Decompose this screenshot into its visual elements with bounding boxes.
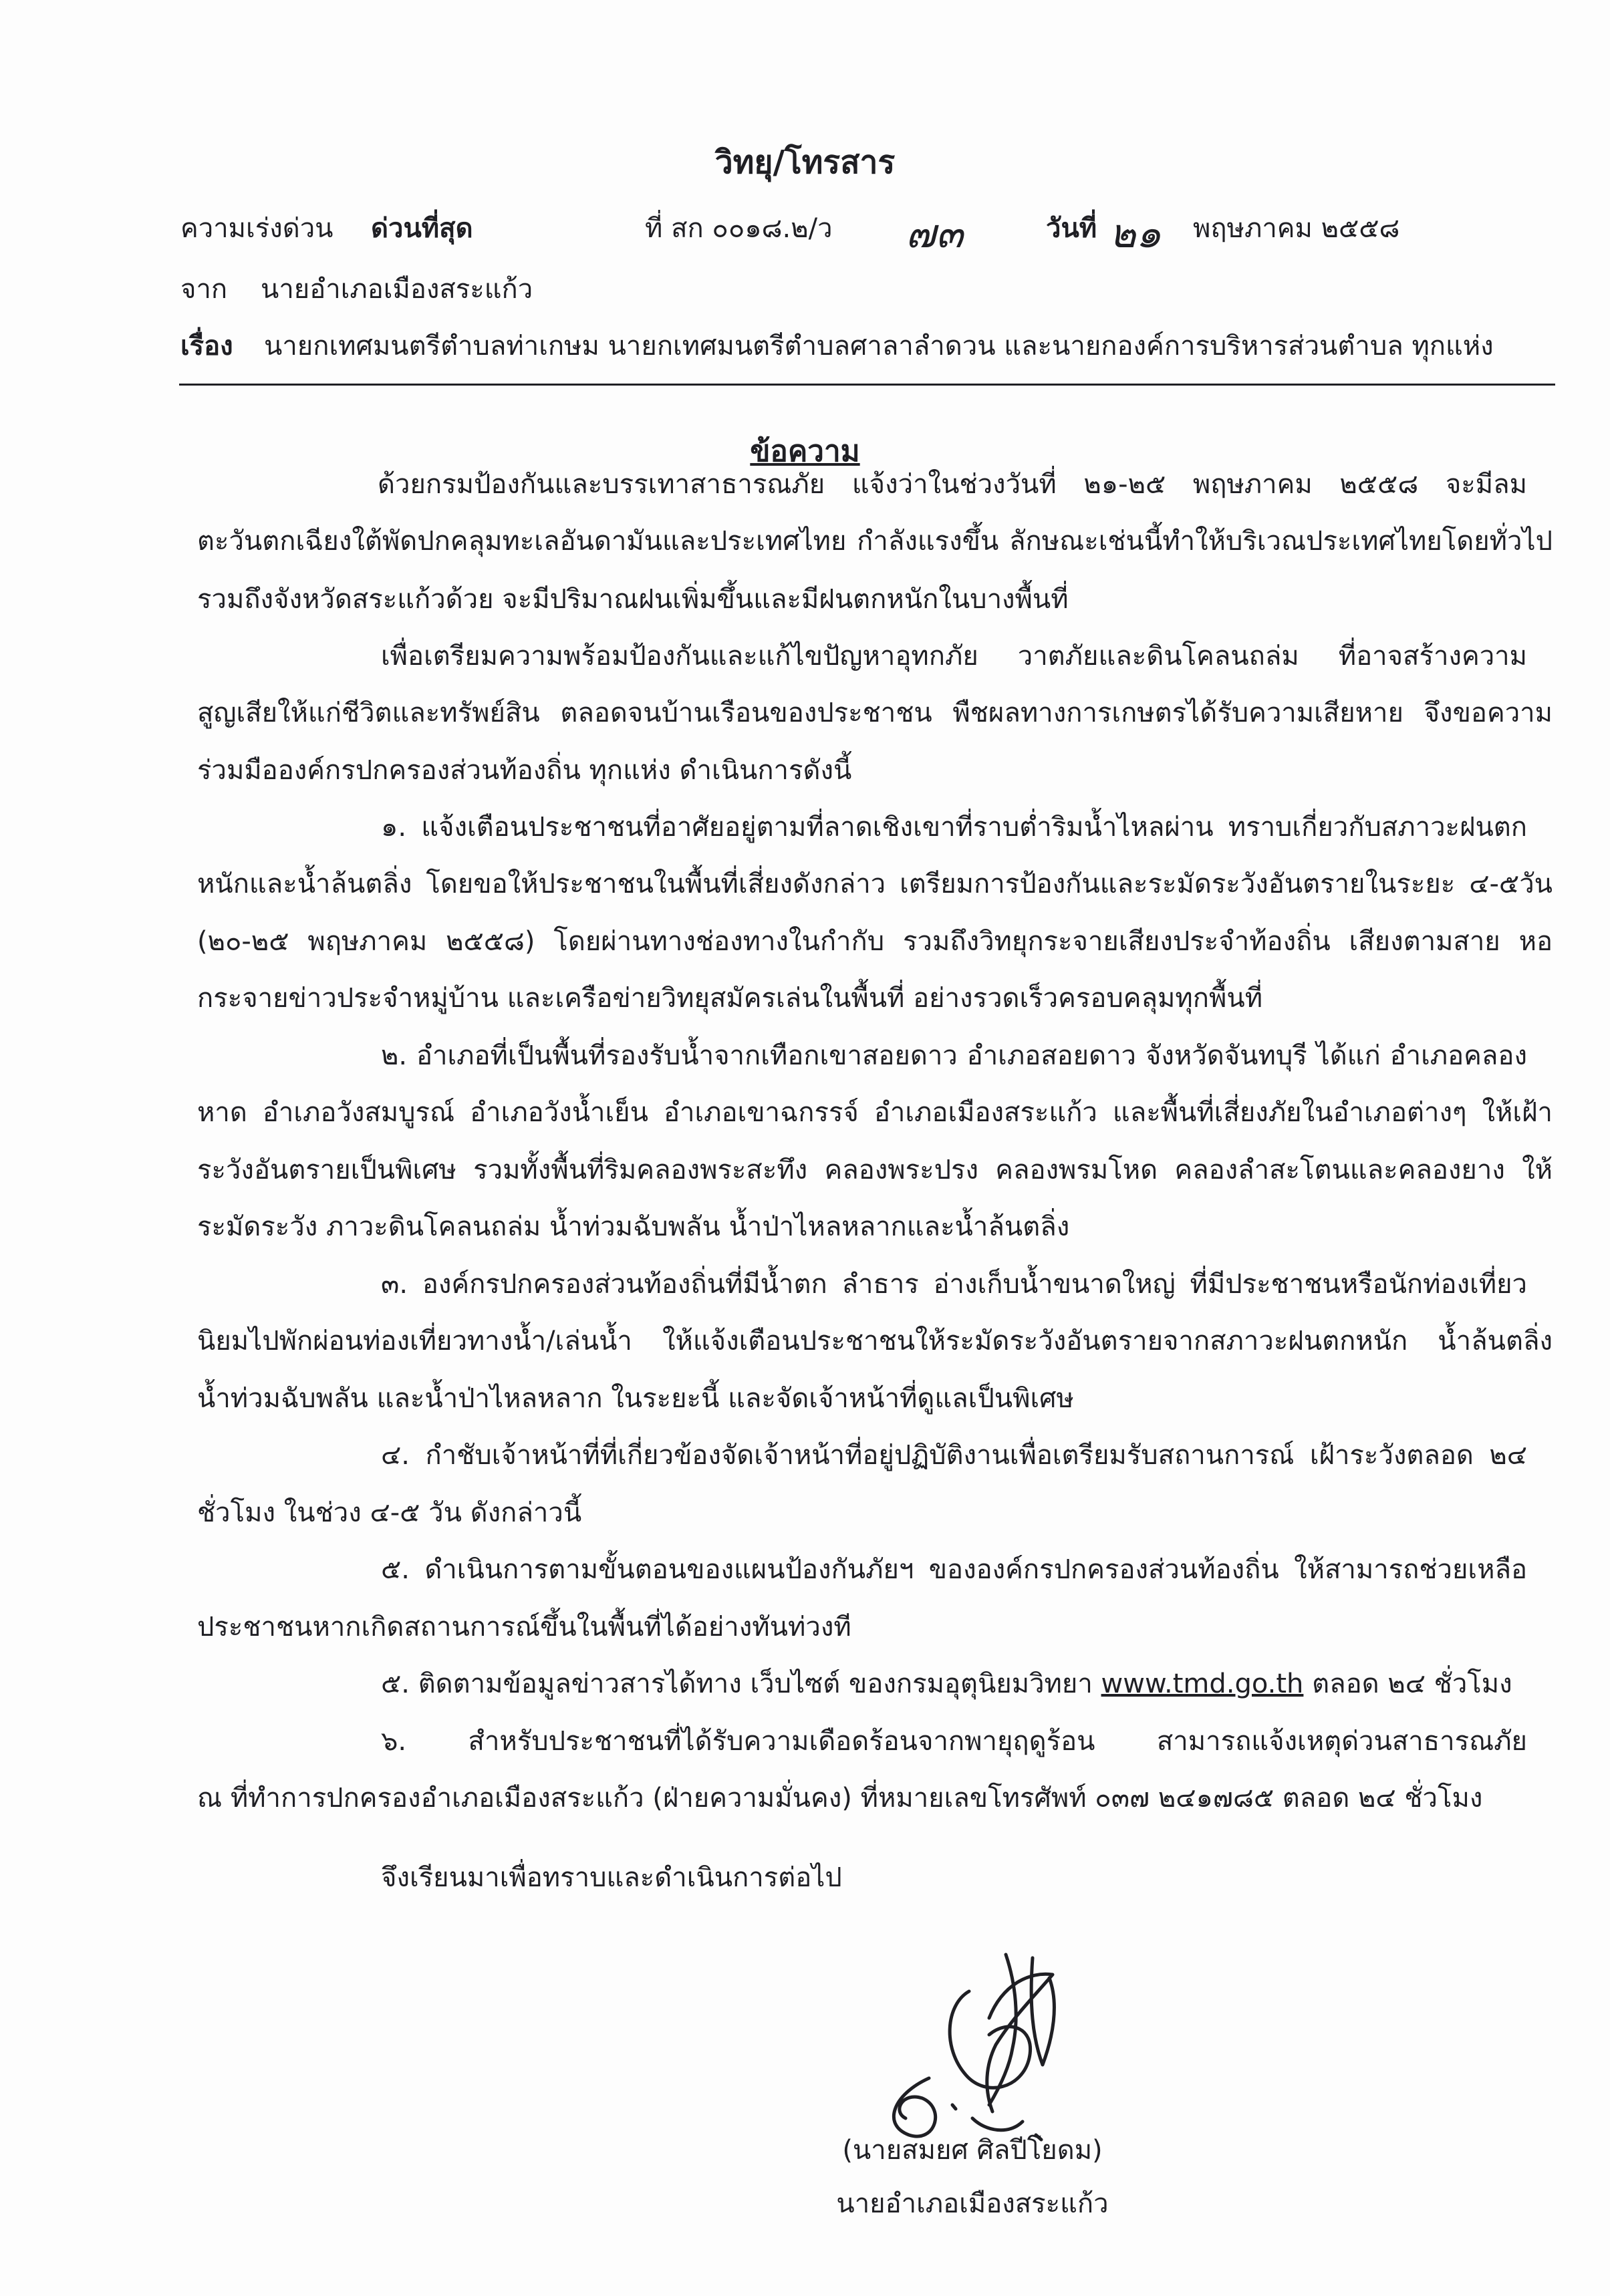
subject-value: นายกเทศมนตรีตำบลท่าเกษม นายกเทศมนตรีตำบลศาลาลำดวน และนายกองค์การบริหารส่วนตำบล ทุกแห่ง — [264, 331, 1494, 362]
item-6-line — [381, 1671, 1512, 1697]
paragraph-2-line-2: สูญเสียให้แก่ชีวิตและทรัพย์สิน ตลอดจนบ้านเรือนของประชาชน พืชผลทางการเกษตรได้รับความเสียหาย จึงขอความ — [197, 698, 1553, 728]
item-3-line-3: น้ำท่วมฉับพลัน และน้ำป่าไหลหลาก ในระยะนี้ และจัดเจ้าหน้าที่ดูแลเป็นพิเศษ — [197, 1383, 1074, 1414]
date-label: วันที่ — [1046, 213, 1097, 244]
item-3-line-1: ๓. องค์กรปกครองส่วนท้องถิ่นที่มีน้ำตก ลำธาร อ่างเก็บน้ำขนาดใหญ่ ที่มีประชาชนหรือนักท่องเที่ยว — [381, 1269, 1527, 1300]
item-4-line-1: ๔. กำชับเจ้าหน้าที่ที่เกี่ยวข้องจัดเจ้าหน้าที่อยู่ปฏิบัติงานเพื่อเตรียมรับสถานการณ์ เฝ้าระวังตลอด ๒๔ — [381, 1440, 1527, 1471]
paragraph-1-line-1: ด้วยกรมป้องกันและบรรเทาสาธารณภัย แจ้งว่าในช่วงวันที่ ๒๑-๒๕ พฤษภาคม ๒๕๕๘ จะมีลม — [378, 469, 1527, 500]
date-month-year: พฤษภาคม ๒๕๕๘ — [1193, 213, 1400, 244]
paragraph-2-line-1: เพื่อเตรียมความพร้อมป้องกันและแก้ไขปัญหาอุทกภัย วาตภัยและดินโคลนถล่ม ที่อาจสร้างความ — [381, 641, 1527, 672]
item-4-line-2: ชั่วโมง ในช่วง ๔-๕ วัน ดังกล่าวนี้ — [197, 1497, 582, 1528]
urgency-label: ความเร่งด่วน — [180, 213, 333, 244]
item-7-line-2: ณ ที่ทำการปกครองอำเภอเมืองสระแก้ว (ฝ่ายความมั่นคง) ที่หมายเลขโทรศัพท์ ๐๓๗ ๒๔๑๗๘๕ ตลอด ๒๔ ชั่วโมง — [197, 1783, 1483, 1814]
paragraph-2-line-3: ร่วมมือองค์กรปกครองส่วนท้องถิ่น ทุกแห่ง ดำเนินการดังนี้ — [197, 755, 852, 786]
from-label: จาก — [180, 274, 228, 305]
signature-drawing — [829, 1904, 1109, 2152]
urgency-value: ด่วนที่สุด — [371, 213, 473, 244]
item-6-suffix: ตลอด ๒๔ ชั่วโมง — [1312, 1669, 1512, 1699]
item-5-line-2: ประชาชนหากเกิดสถานการณ์ขึ้นในพื้นที่ได้อย่างทันท่วงที — [197, 1612, 851, 1642]
item-1-line-1: ๑. แจ้งเตือนประชาชนที่อาศัยอยู่ตามที่ลาดเชิงเขาที่ราบต่ำริมน้ำไหลผ่าน ทราบเกี่ยวกับสภาวะฝนตก — [381, 812, 1527, 843]
item-1-line-2: หนักและน้ำล้นตลิ่ง โดยขอให้ประชาชนในพื้นที่เสี่ยงดังกล่าว เตรียมการป้องกันและระมัดระวังอันตรายในระยะ ๔-๕วัน — [197, 869, 1553, 899]
subject-label: เรื่อง — [180, 331, 233, 362]
paragraph-1-line-3: รวมถึงจังหวัดสระแก้วด้วย จะมีปริมาณฝนเพิ่มขึ้นและมีฝนตกหนักในบางพื้นที่ — [197, 584, 1069, 615]
item-2-line-4: ระมัดระวัง ภาวะดินโคลนถล่ม น้ำท่วมฉับพลัน น้ำป่าไหลหลากและน้ำล้นตลิ่ง — [197, 1211, 1070, 1242]
signatory-position: นายอำเภอเมืองสระแก้ว — [836, 2188, 1109, 2219]
item-2-line-1: ๒. อำเภอที่เป็นพื้นที่รองรับน้ำจากเทือกเขาสอยดาว อำเภอสอยดาว จังหวัดจันทบุรี ได้แก่ อำเภอคลอง — [381, 1040, 1527, 1071]
item-6-prefix: ๕. ติดตามข้อมูลข่าวสารได้ทาง เว็บไซต์ ของกรมอุตุนิยมวิทยา — [381, 1669, 1093, 1699]
item-1-line-3: (๒๐-๒๕ พฤษภาคม ๒๕๕๘) โดยผ่านทางช่องทางในกำกับ รวมถึงวิทยุกระจายเสียงประจำท้องถิ่น เสียงตามสาย หอ — [197, 926, 1553, 957]
document-title: วิทยุ/โทรสาร — [714, 144, 896, 181]
from-value: นายอำเภอเมืองสระแก้ว — [261, 274, 533, 305]
paragraph-1-line-2: ตะวันตกเฉียงใต้พัดปกคลุมทะเลอันดามันและประเทศไทย กำลังแรงขึ้น ลักษณะเช่นนี้ทำให้บริเวณประเทศไทยโดยทั่วไป — [197, 526, 1553, 557]
closing-line: จึงเรียนมาเพื่อทราบและดำเนินการต่อไป — [381, 1862, 842, 1893]
item-2-line-3: ระวังอันตรายเป็นพิเศษ รวมทั้งพื้นที่ริมคลองพระสะทึง คลองพระปรง คลองพรมโหด คลองลำสะโตนและคลองยาง ให้ — [197, 1155, 1553, 1185]
handwritten-signature — [829, 1904, 1109, 2152]
item-3-line-2: นิยมไปพักผ่อนท่องเที่ยวทางน้ำ/เล่นน้ำ ให้แจ้งเตือนประชาชนให้ระมัดระวังอันตรายจากสภาวะฝนตกหนัก น้ำล้นตลิ่ง — [197, 1326, 1553, 1356]
reference-number-handwritten: ๗๓ — [906, 210, 964, 257]
reference-label: ที่ สก ๐๐๑๘.๒/ว — [645, 213, 833, 244]
header-divider — [179, 384, 1555, 386]
item-7-line-1: ๖. สำหรับประชาชนที่ได้รับความเดือดร้อนจากพายุฤดูร้อน สามารถแจ้งเหตุด่วนสาธารณภัย — [381, 1726, 1527, 1757]
message-heading: ข้อความ — [750, 434, 860, 468]
item-1-line-4: กระจายข่าวประจำหมู่บ้าน และเครือข่ายวิทยุสมัครเล่นในพื้นที่ อย่างรวดเร็วครอบคลุมทุกพื้นที่ — [197, 983, 1263, 1014]
item-2-line-2: หาด อำเภอวังสมบูรณ์ อำเภอวังน้ำเย็น อำเภอเขาฉกรรจ์ อำเภอเมืองสระแก้ว และพื้นที่เสี่ยงภัยในอำเภอต่างๆ ให้เฝ้า — [197, 1097, 1553, 1128]
item-5-line-1: ๕. ดำเนินการตามขั้นตอนของแผนป้องกันภัยฯ ขององค์กรปกครองส่วนท้องถิ่น ให้สามารถช่วยเหลือ — [381, 1554, 1527, 1585]
signatory-name: (นายสมยศ ศิลปีโยดม) — [842, 2135, 1103, 2166]
tmd-website-link[interactable]: www.tmd.go.th — [1101, 1669, 1304, 1699]
date-day-handwritten: ๒๑ — [1109, 210, 1162, 257]
